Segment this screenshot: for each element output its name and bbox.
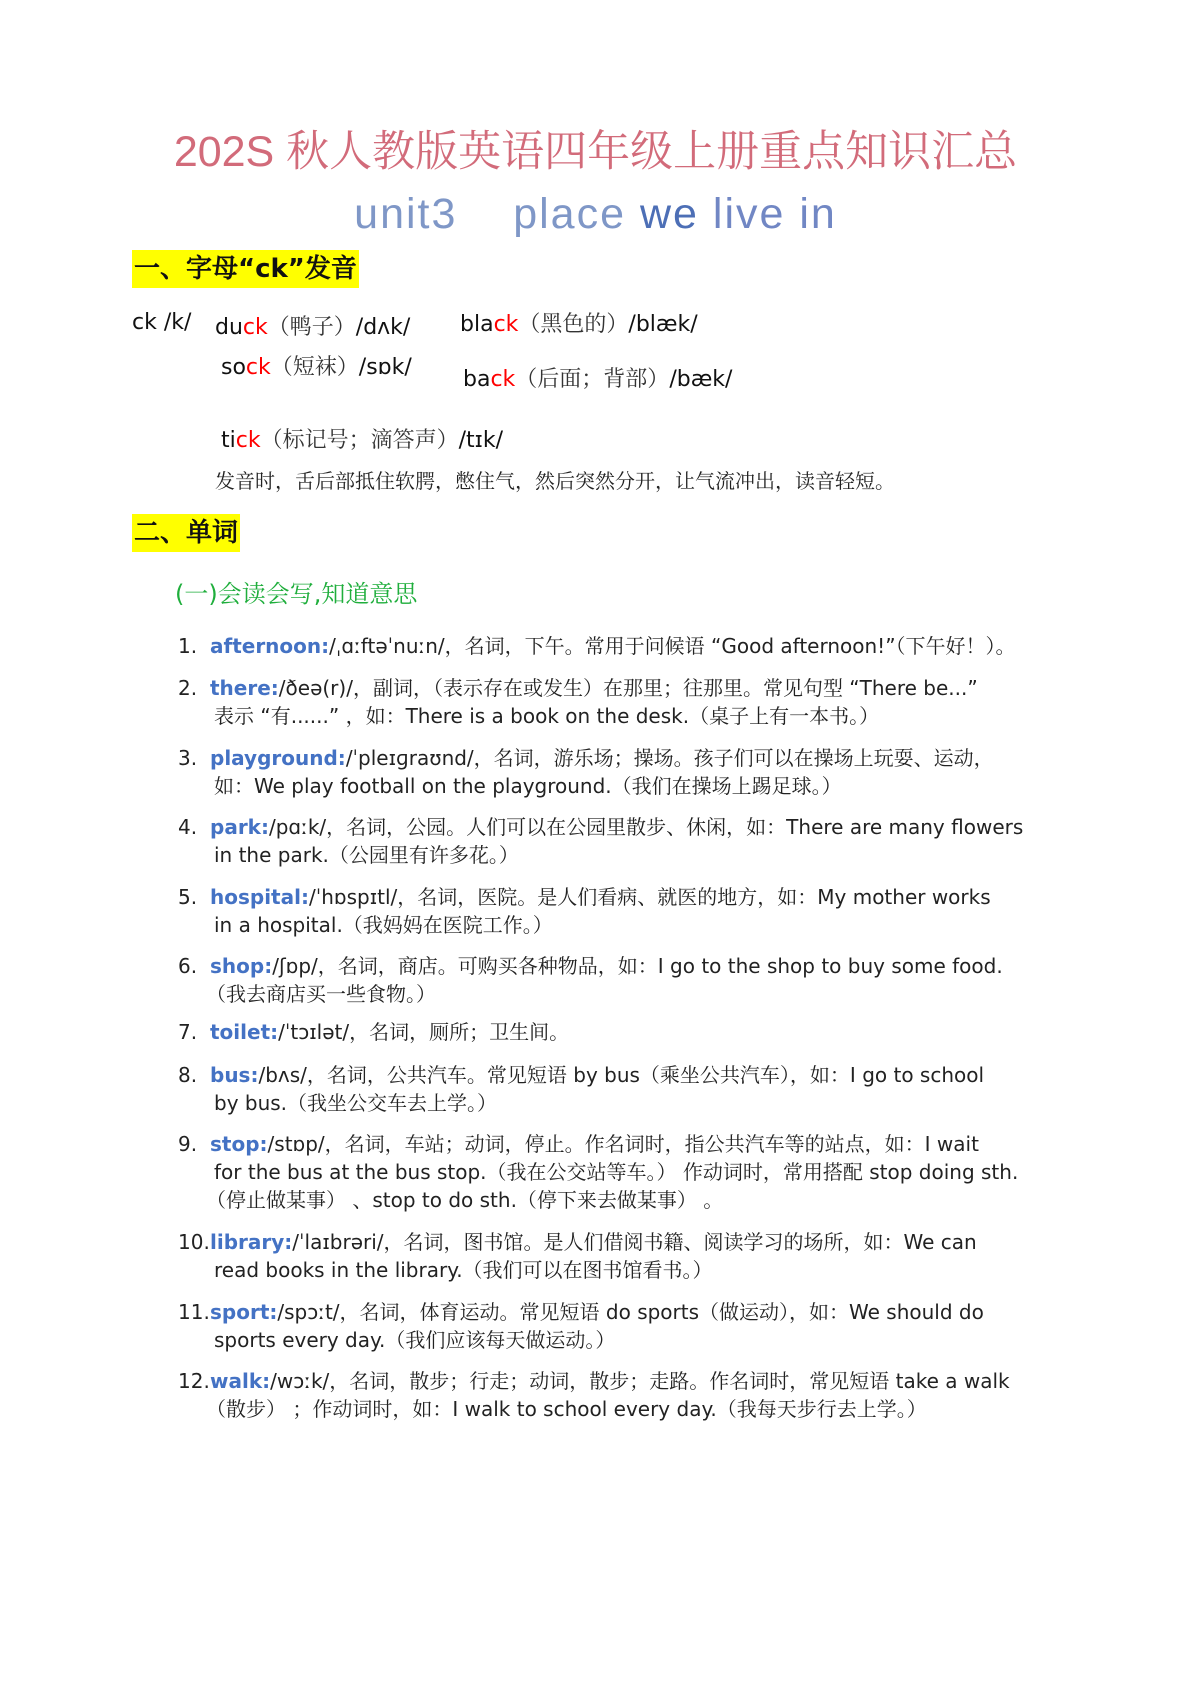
subtitle-place: place: [513, 190, 627, 238]
vocab-definition: /spɔːt/，名词，体育运动。常见短语 do sports（做运动），如：We should do: [277, 1300, 984, 1324]
vocab-example: by bus.（我坐公交车去上学。）: [214, 1091, 498, 1115]
vocab-definition: /pɑːk/，名词，公园。人们可以在公园里散步、休闲，如：There are many flowers: [268, 815, 1024, 839]
vocab-example: in a hospital.（我妈妈在医院工作。）: [214, 913, 553, 937]
word-stem: du: [215, 315, 243, 340]
word-stem: ti: [221, 428, 236, 453]
item-number: 2.: [178, 676, 198, 700]
word-ipa: /sɒk/: [358, 355, 412, 380]
item-number: 6.: [178, 954, 198, 978]
vocab-example: （我去商店买一些食物。）: [206, 982, 436, 1006]
vocab-example: for the bus at the bus stop.（我在公交站等车。） 作动词时，常用搭配 stop doing sth.: [214, 1160, 1019, 1184]
vocab-example: （散步） ；作动词时，如：I walk to school every day.（我每天步行去上学。）: [206, 1397, 927, 1421]
ck-word-back: [463, 362, 732, 393]
vocab-item-toilet: [178, 1018, 1048, 1046]
item-number: 11.: [178, 1300, 210, 1324]
vocab-item-park: [178, 813, 1048, 869]
vocab-definition: /stɒp/，名词，车站；动词，停止。作名词时，指公共汽车等的站点，如：I wait: [267, 1132, 979, 1156]
vocab-definition: /ˈhɒspɪtl/，名词，医院。是人们看病、就医的地方，如：My mother works: [308, 885, 991, 909]
vocab-usage: （停止做某事） 、stop to do sth.（停下来去做某事） 。: [206, 1188, 724, 1212]
ck-letters: ck: [493, 312, 519, 337]
vocab-word: toilet:: [210, 1020, 279, 1044]
word-ipa: /dʌk/: [355, 315, 411, 340]
vocab-word: stop:: [210, 1132, 268, 1156]
vocab-word: playground:: [210, 746, 346, 770]
subtitle-we: we: [639, 190, 699, 238]
subtitle-live-in: live in: [712, 190, 837, 238]
vocab-definition: /ˌɑːftəˈnuːn/，名词，下午。常用于问候语 “Good afternoon!”（下午好！）。: [329, 634, 1016, 658]
pronunciation-note: 发音时，舌后部抵住软腭，憋住气，然后突然分开，让气流冲出，读音轻短。: [215, 469, 895, 493]
section2-subheading: (一)会读会写,知道意思: [175, 580, 418, 608]
vocab-item-library: [178, 1228, 1048, 1284]
ck-sound: ck /k/: [132, 310, 192, 335]
section1-heading: 一、字母“ck”发音: [132, 250, 359, 288]
ck-word-tick: [221, 423, 503, 454]
vocab-example: 表示 “有......” ，如：There is a book on the desk.（桌子上有一本书。）: [214, 704, 880, 728]
word-meaning: （短袜）: [270, 355, 359, 380]
item-number: 5.: [178, 885, 198, 909]
ck-word-black: [460, 307, 698, 338]
vocab-example: read books in the library.（我们可以在图书馆看书。）: [214, 1258, 713, 1282]
vocab-word: shop:: [210, 954, 273, 978]
vocab-definition: /ðeə(r)/，副词，（表示存在或发生）在那里；往那里。常见句型 “There be...”: [278, 676, 978, 700]
word-stem: so: [221, 355, 246, 380]
vocab-definition: /ˈpleɪɡraʊnd/，名词，游乐场；操场。孩子们可以在操场上玩耍、运动，: [345, 746, 994, 770]
vocab-item-shop: [178, 952, 1048, 1008]
ck-word-sock: [221, 350, 412, 381]
word-meaning: （后面；背部）: [515, 367, 670, 392]
item-number: 7.: [178, 1020, 198, 1044]
word-ipa: /tɪk/: [458, 428, 503, 453]
vocab-definition: /ˈlaɪbrəri/，名词，图书馆。是人们借阅书籍、阅读学习的场所，如：We can: [292, 1230, 977, 1254]
item-number: 12.: [178, 1369, 210, 1393]
item-number: 1.: [178, 634, 198, 658]
word-meaning: （鸭子）: [267, 315, 356, 340]
document-subtitle: [0, 190, 1191, 239]
vocab-item-walk: [178, 1367, 1048, 1423]
document-title: 202S 秋人教版英语四年级上册重点知识汇总: [173, 128, 1018, 176]
vocab-definition: /ˈtɔɪlət/，名词，厕所；卫生间。: [278, 1020, 570, 1044]
word-ipa: /bæk/: [669, 367, 733, 392]
word-meaning: （标记号；滴答声）: [260, 428, 459, 453]
word-ipa: /blæk/: [628, 312, 698, 337]
word-stem: bla: [460, 312, 494, 337]
ck-word-duck: [215, 310, 410, 341]
vocab-item-hospital: [178, 883, 1048, 939]
vocab-definition: /bʌs/，名词，公共汽车。常见短语 by bus（乘坐公共汽车），如：I go to school: [258, 1063, 985, 1087]
item-number: 8.: [178, 1063, 198, 1087]
vocab-example: in the park.（公园里有许多花。）: [214, 843, 519, 867]
word-meaning: （黑色的）: [518, 312, 629, 337]
ck-letters: ck: [490, 367, 516, 392]
vocab-word: sport:: [210, 1300, 278, 1324]
ck-letters: ck: [245, 355, 271, 380]
vocab-definition: /wɔːk/，名词，散步；行走；动词，散步；走路。作名词时，常见短语 take a walk: [270, 1369, 1010, 1393]
vocab-definition: /ʃɒp/，名词，商店。可购买各种物品，如：I go to the shop to buy some food.: [272, 954, 1003, 978]
item-number: 9.: [178, 1132, 198, 1156]
vocab-word: park:: [210, 815, 269, 839]
vocab-word: library:: [210, 1230, 293, 1254]
vocab-item-sport: [178, 1298, 1048, 1354]
vocab-item-bus: [178, 1061, 1048, 1117]
vocab-word: hospital:: [210, 885, 309, 909]
word-stem: ba: [463, 367, 491, 392]
item-number: 4.: [178, 815, 198, 839]
vocab-item-there: [178, 674, 1048, 730]
vocab-word: afternoon:: [210, 634, 330, 658]
vocab-example: 如：We play football on the playground.（我们在操场上踢足球。）: [214, 774, 842, 798]
section2-heading: 二、单词: [132, 514, 240, 552]
vocab-word: bus:: [210, 1063, 259, 1087]
vocab-item-playground: [178, 744, 1048, 800]
vocab-item-afternoon: [178, 632, 1048, 660]
item-number: 10.: [178, 1230, 210, 1254]
ck-letters: ck: [235, 428, 261, 453]
vocab-word: walk:: [210, 1369, 271, 1393]
vocab-word: there:: [210, 676, 279, 700]
item-number: 3.: [178, 746, 198, 770]
vocab-item-stop: [178, 1130, 1048, 1214]
vocab-example: sports every day.（我们应该每天做运动。）: [214, 1328, 616, 1352]
ck-letters: ck: [242, 315, 268, 340]
subtitle-unit: unit3: [354, 190, 458, 238]
